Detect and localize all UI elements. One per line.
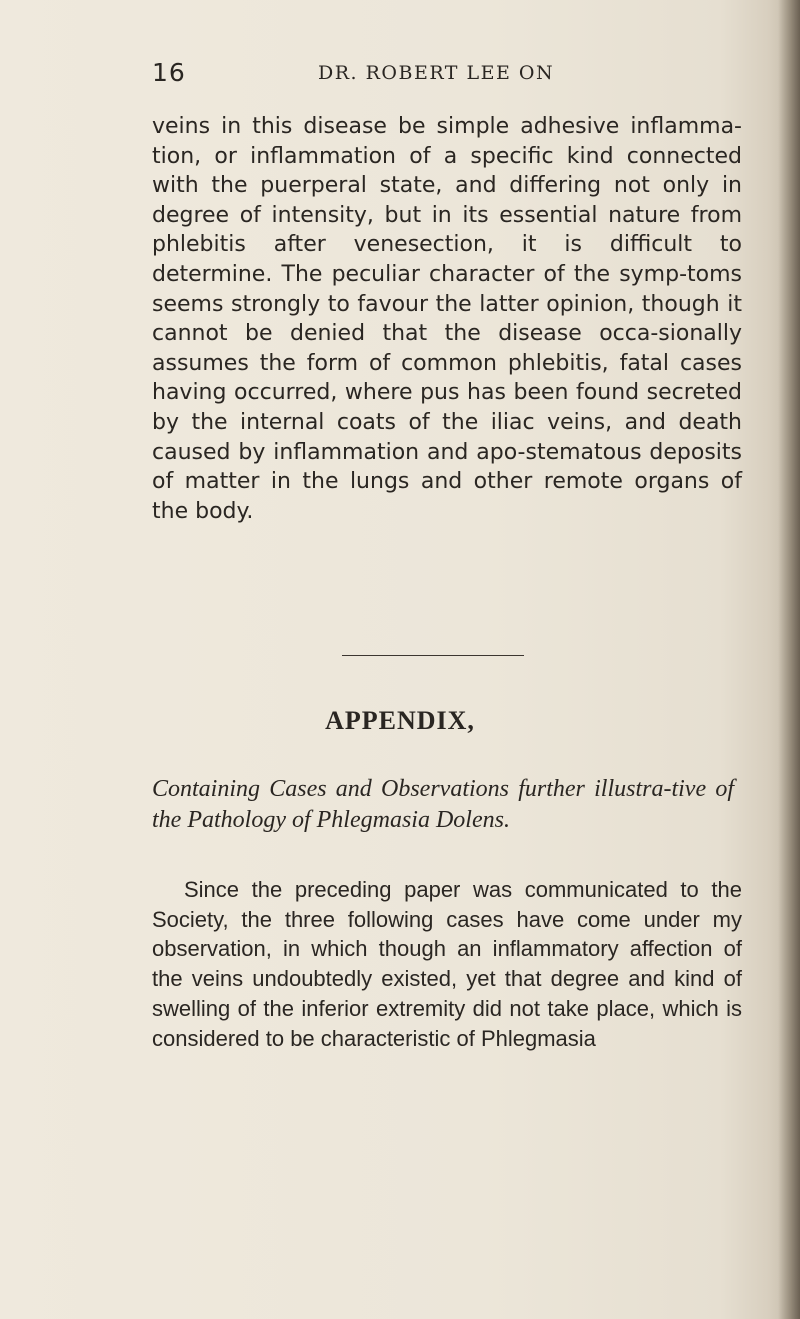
section-divider: [342, 655, 524, 656]
page-edge-shadow: [778, 0, 800, 1319]
running-head: DR. ROBERT LEE ON: [318, 62, 555, 84]
body-paragraph-2: Since the preceding paper was communicated to the Society, the three following cases have come under my observation, in which though an inflammatory affection of the veins undoubtedly existed, yet that degree and kind of swelling of the inferior extremity did not take place, which is considered to be characteristic of Phlegmasia: [152, 877, 742, 1051]
appendix-heading: APPENDIX,: [325, 706, 475, 735]
page-number: 16: [152, 58, 186, 87]
page-header: [0, 58, 800, 88]
body-paragraph-1: veins in this disease be simple adhesive inflamma-tion, or inflammation of a specific kind connected with the puerperal state, and differing not only in degree of intensity, but in its essential nature from phlebitis after venesection, it is difficult to determine. The peculiar character of the symp-toms seems strongly to favour the latter opinion, though it cannot be denied that the disease occa-sionally assumes the form of common phlebitis, fatal cases having occurred, where pus has been found secreted by the internal coats of the iliac veins, and death caused by inflammation and apo-stematous deposits of matter in the lungs and other remote organs of the body.: [152, 114, 742, 524]
appendix-subheading: Containing Cases and Observations further illustra-tive of the Pathology of Phlegmasia Dolens.: [152, 776, 734, 833]
